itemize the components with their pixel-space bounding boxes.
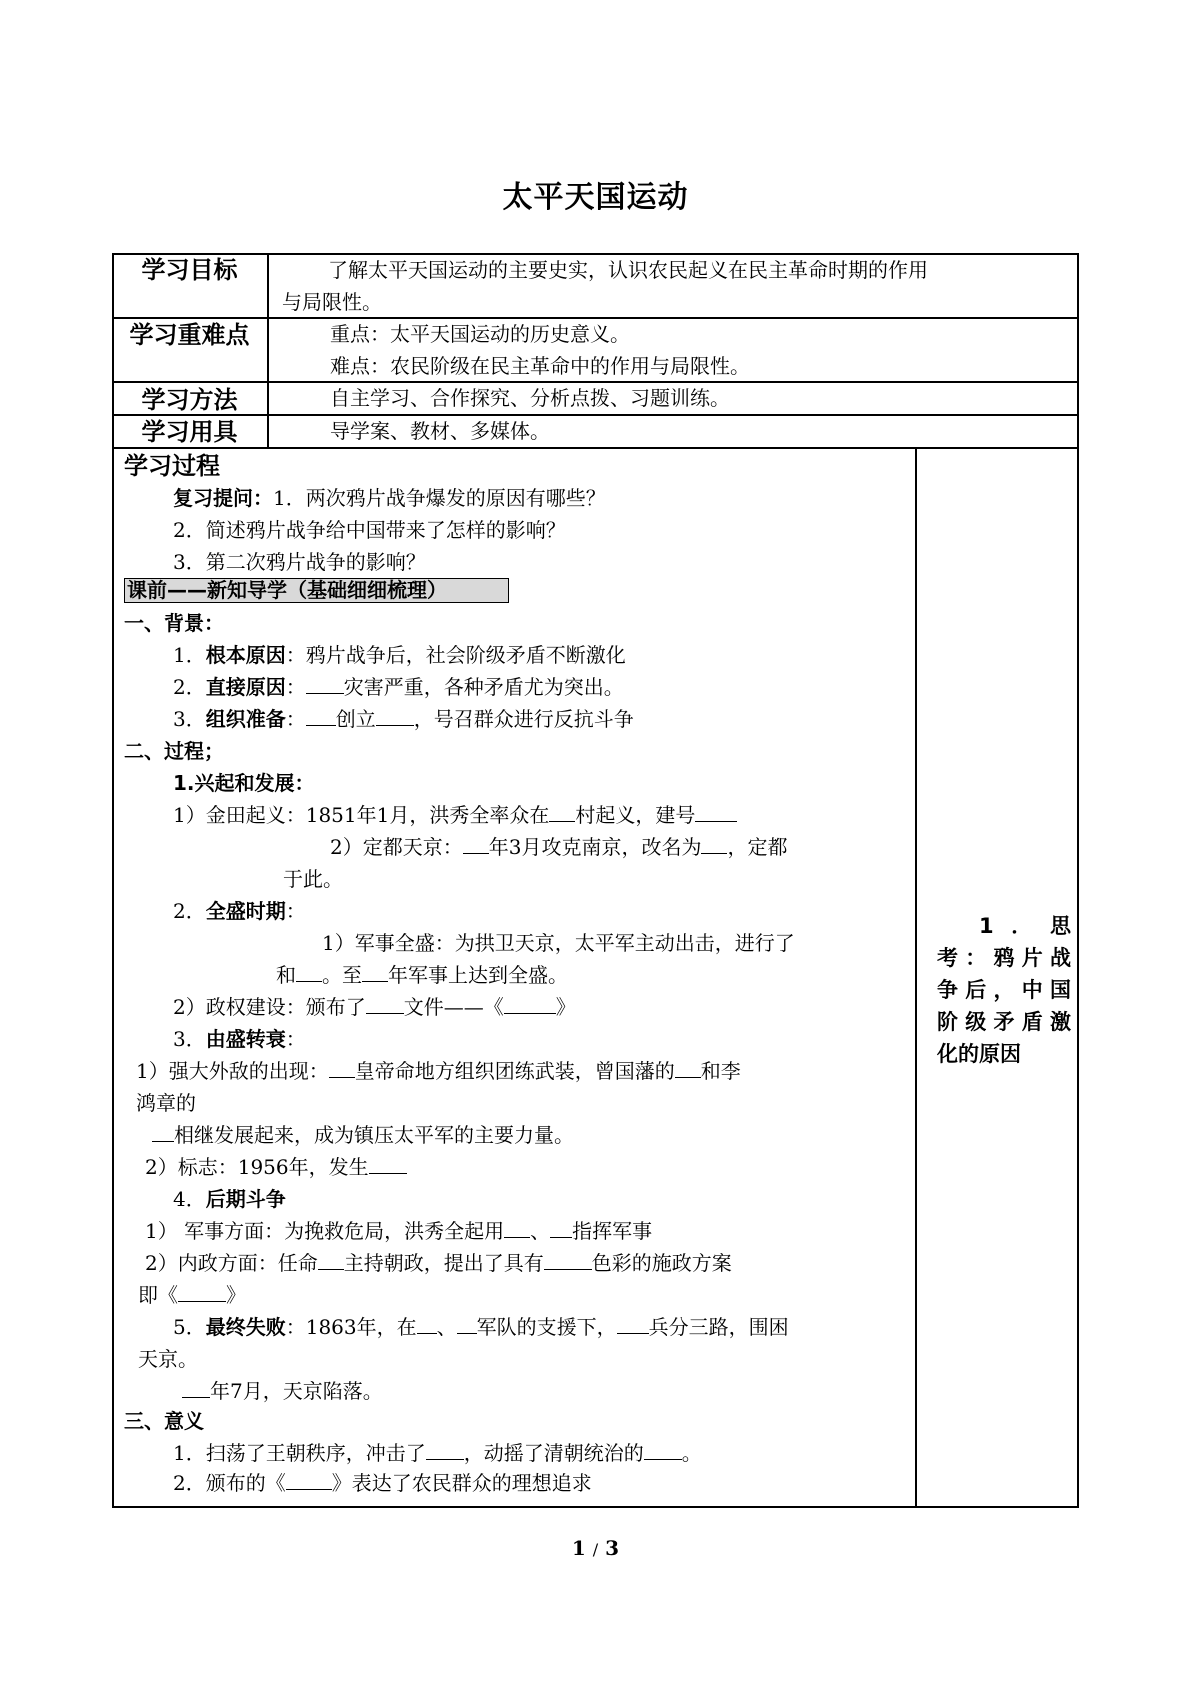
fill-blank (182, 1377, 210, 1398)
fill-blank (366, 993, 404, 1014)
fill-blank (549, 801, 575, 822)
highlight-section-heading: 课前——新知导学（基础细细梳理） (124, 578, 509, 603)
review-question-1: 复习提问：1．两次鸦片战争爆发的原因有哪些？ (173, 486, 606, 510)
fill-blank (152, 1121, 174, 1142)
jintian-uprising: 1）金田起义：1851年1月，洪秀全率众在 村起义，建号 (173, 799, 737, 831)
row-label-tools: 学习用具 (141, 418, 238, 446)
page-title: 太平天国运动 (502, 180, 689, 215)
fill-blank (617, 1313, 649, 1334)
section-background-heading: 一、背景： (124, 611, 224, 635)
significance-item-2: 2．颁布的《 》表达了农民群众的理想追求 (173, 1471, 592, 1495)
late-politics: 2）内政方面：任命 主持朝政，提出了具有 色彩的施政方案 (145, 1251, 732, 1275)
note-line: 争后，中国 (937, 978, 1071, 1002)
fill-blank (695, 801, 737, 822)
section-significance-heading: 三、意义 (124, 1409, 204, 1433)
final-failure: 5．最终失败：1863年，在 、 军队的支援下， 兵分三路，围困 (173, 1315, 789, 1339)
tools-text: 导学案、教材、多媒体。 (330, 419, 550, 443)
table-row-divider (112, 447, 1079, 449)
background-item-3: 3．组织准备： 创立 ，号召群众进行反抗斗争 (173, 707, 634, 731)
row-label-objectives: 学习目标 (141, 256, 238, 284)
fill-blank (362, 961, 388, 982)
decline-sign: 2）标志：1956年，发生 (145, 1151, 407, 1183)
fill-blank (296, 961, 322, 982)
objectives-text-line1: 了解太平天国运动的主要史实，认识农民起义在民主革命时期的作用 (328, 258, 928, 282)
rise-development-heading: 1.兴起和发展： (173, 771, 315, 795)
sidebar-column-divider (915, 447, 917, 1507)
note-line: 1．思 (979, 914, 1071, 938)
late-struggle-heading: 4．后期斗争 (173, 1187, 286, 1211)
fill-blank (417, 1313, 437, 1334)
page-number: 1 / 3 (571, 1536, 620, 1560)
table-row-divider (112, 414, 1079, 416)
label-column-divider (267, 253, 269, 447)
objectives-text-line2: 与局限性。 (282, 290, 382, 314)
fill-blank (457, 1313, 477, 1334)
capital-tianjing-cont: 于此。 (283, 867, 343, 891)
methods-text: 自主学习、合作探究、分析点拨、习题训练。 (330, 386, 730, 410)
fill-blank (286, 1469, 332, 1490)
fill-blank (306, 705, 336, 726)
fill-blank (701, 833, 727, 854)
strong-enemy-cont-1: 鸿章的 (136, 1091, 196, 1115)
review-question-3: 3．第二次鸦片战争的影响？ (173, 550, 426, 574)
section-process-heading: 二、过程； (124, 739, 224, 763)
fill-blank (544, 1249, 592, 1270)
fill-blank (426, 1439, 464, 1460)
fill-blank (504, 993, 556, 1014)
strong-enemy: 1）强大外敌的出现： 皇帝命地方组织团练武装，曾国藩的 和李 (136, 1059, 741, 1083)
sidebar-think-note (937, 910, 1071, 1070)
fill-blank (178, 1281, 226, 1302)
row-label-key-points: 学习重难点 (129, 321, 250, 349)
background-item-1: 1．根本原因：鸦片战争后，社会阶级矛盾不断激化 (173, 643, 626, 667)
review-question-2: 2．简述鸦片战争给中国带来了怎样的影响？ (173, 518, 566, 542)
note-line: 考：鸦片战 (937, 946, 1071, 970)
note-line: 阶级矛盾激 (937, 1010, 1071, 1034)
fill-blank (306, 673, 344, 694)
tianjing-fall: 年7月，天京陷落。 (182, 1375, 383, 1407)
fill-blank (318, 1249, 344, 1270)
review-label: 复习提问： (173, 486, 273, 510)
military-peak-cont: 和 。至 年军事上达到全盛。 (276, 963, 568, 987)
military-peak: 1）军事全盛：为拱卫天京，太平军主动出击，进行了 (322, 931, 795, 955)
fill-blank (550, 1217, 572, 1238)
table-border-right (1077, 253, 1079, 1507)
fill-blank (376, 705, 414, 726)
capital-tianjing: 2）定都天京： 年3月攻克南京，改名为 ，定都 (330, 835, 788, 859)
late-politics-cont: 即《 》 (138, 1283, 246, 1307)
key-point-text: 重点：太平天国运动的历史意义。 (330, 322, 630, 346)
significance-item-1: 1．扫荡了王朝秩序，冲击了 ，动摇了清朝统治的 。 (173, 1441, 702, 1465)
process-heading: 学习过程 (124, 452, 220, 480)
row-label-methods: 学习方法 (141, 386, 238, 414)
late-military: 1） 军事方面：为挽救危局，洪秀全起用 、 指挥军事 (145, 1219, 653, 1243)
fill-blank (463, 833, 489, 854)
final-failure-cont: 天京。 (138, 1347, 198, 1371)
peak-period-heading: 2．全盛时期： (173, 899, 306, 923)
strong-enemy-cont-2: 相继发展起来，成为镇压太平军的主要力量。 (152, 1119, 574, 1151)
fill-blank (369, 1153, 407, 1174)
background-item-2: 2．直接原因： 灾害严重，各种矛盾尤为突出。 (173, 675, 624, 699)
table-border-bottom (112, 1506, 1079, 1508)
decline-heading: 3．由盛转衰： (173, 1027, 306, 1051)
fill-blank (504, 1217, 530, 1238)
fill-blank (329, 1057, 355, 1078)
difficult-point-text: 难点：农民阶级在民主革命中的作用与局限性。 (330, 354, 750, 378)
regime-building: 2）政权建设：颁布了 文件——《 》 (173, 995, 576, 1019)
fill-blank (675, 1057, 701, 1078)
fill-blank (644, 1439, 682, 1460)
note-line: 化的原因 (937, 1042, 1021, 1066)
